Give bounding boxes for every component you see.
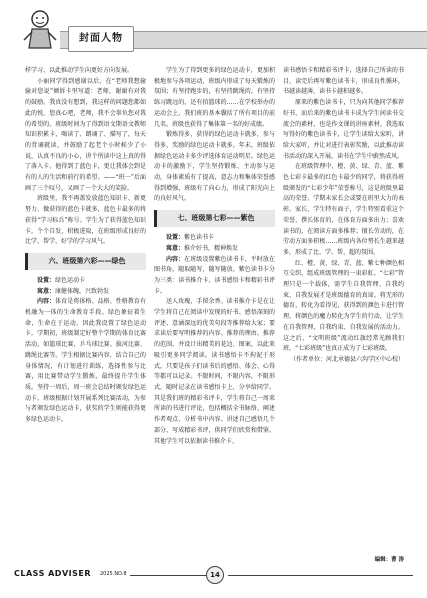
set-text: 紫色读书卡 [184,234,215,242]
paragraph: 红、橙、黄、绿、青、蓝、紫七种颜色相互交织，组成班级管理的一束彩虹。“七彩”管理只是一个载体，需学生自我管理、自我约束、自我发展才是班级德育的真谛。将无形的德育，转化为看得见，获得到的颜色卡进行管理，将颜色的魔力转化为学生的行动，让学生在自我管理、自我约束、自我发展的活动力。这之后，“文明班级”流动红旗经常光顾我们班，“七彩班级”也真正成为了七彩班级。 [283,259,404,353]
paragraph: 学生为了得到更多的绿色运动卡，更加积极地参与各项运动，班级内形成了每天锻炼的氛围；有坚持跑步的，有坚持跳绳的，有坚持练习跳远的，还有拍篮球的……在学校举办的运动会上，我们班的基本囊括了所有项目的前几名，班级也获得了集体第一名的好成绩。 [154,67,275,128]
paragraph: 读书感悟卡和精彩书评卡，选择自己所读的书目，读完后再写紫色读书卡，形成良性循环，书越读越薄，读书卡越积越多。 [283,67,404,96]
section-heading-purple: 七、班级第七彩——紫色 [154,210,275,227]
footer-rule [228,575,413,576]
column-1 [25,66,146,426]
column-2 [154,66,275,447]
set-text: 绿色运动卡 [55,276,86,284]
section-heading-green: 六、班级第六彩——绿色 [25,253,146,270]
meaning-text: 康健体魄，兴致勃发 [55,287,110,295]
column-3 [283,66,404,366]
content-label: 内容： [166,255,185,263]
set-label: 设置： [37,276,56,284]
paragraph: 班级里，我不再盖发放蓝色知识卡、新更努力、做获得的蓝色卡就多，蓝色卡最多的将获得“学习标兵”称号。学生为了获得蓝色知识卡，个个自发、积极进取，在班级形成良好的比学、帮学、好学的学习风气。 [25,195,146,246]
paragraph: 锻炼得多，获得的绿色运动卡就多，参与得多，奖励的绿色运动卡就多。年末，班级依据绿色运动卡多少评选体育运动明星。绿色运动卡的激励下，学生坚持锻炼、主动参与运动，身体素质有了提高，意志力和集体荣誉感得到增强，班级有了向心力，形成了阳光向上的良好风气。 [154,131,275,203]
paragraph: 送人玫瑰，手留余香。读书推介卡是在让学生将自己在阅读中发现的好书、感悟深刻的评述、意涵深远的优美句段等推荐给大家；要求读后要写明推荐的内容、推荐的理由、推荐的范围，并设计出精美的花边、图案，以此来吸引更多同学阅读。读书感悟卡不拘泥于形式，只要是孩子们读书后的感悟、体会、心得等都可以记录。不限时间，不限内容，不限形式，随时记录在读书感悟卡上，分享给同学。其是我们班的精彩书评卡，学生将自己一周来所读的书进行评论，包括概括全书脉络、阐述作者观点、分析书中内容、讲述自己感悟几个部分，写成精彩书评，供同学们欣赏和借鉴。其他学生可以依据读书推介卡、 [154,298,275,445]
paragraph: 小丽同学得到感谢以后，在“老师我想偷偷对您说”倾诉卡里写道：老师，谢谢有对我的鼓励。我真没有想到，我这样的问题您都如此的悦，您真心吧，老师，我不会辜负您对我的希望的。班级时间为了得到语文期语文教师知识积累卡，喝读了、朗诵了、描写了，每天的背诵就读，并鼓励了起老个小时候少了小说，认真不良的小心，讲个所读中这上真的得了落入卡。他得到了蓝色卡，更让我体会到是有的人的生活和前行的希望。——“班一”后面画了三个叹号，又画了一个大大的笑脸。 [25,77,146,192]
paragraph: 原来的紫色读书卡，只为向其他同学推荐好书，而后来的紫色读书卡成为学生间读书交流会的素材，也是作文课的讲座素材。我选取写得好的紫色读书卡，让学生读给大家听，讲给大家听，并让对进行表彰奖励，以此推动读书活动的深入开展，读书在学生中蔚然成风。 [283,99,404,160]
content-label: 内容： [37,298,56,306]
magazine-name: CLASS ADVISER [14,569,91,578]
paragraph: 样学习、以此推动学生向更好方向发展。 [25,67,134,74]
paragraph: 在班级管理中，橙、黄、绿、青、蓝、紫色七彩卡最多的红色卡最少的同学，将获得班级颁发的“七彩少年”荣誉称号，这是班级里最高的荣誉。学期末家长会或要在班里大力的表彰，家长、学生特有面子，学生特别看重这个荣誉，撰长体育的，在体育方面多出力；喜欢读书的，在阅读方面多推荐；擅长劳动的，在劳动方面多积极……班级内各位努长生越来越多，形成了比、学、帮、超的氛围。 [283,163,404,256]
meaning-text: 推介好书，精神焕发 [184,244,239,252]
page-header [0,0,427,58]
content-text: 体育是将体格、品格、性格教育有机融为一体的生命教育手段。绿色象征着生命，生命在于运动，因此我设置了绿色运动卡。学期初，班级制定好整个学期的体育比赛活动，如篮球比赛、乒乓球比赛、拔河比赛、跳绳比赛等。学生根据比赛内容，结合自己的身体情况，有计划进行训练，选择性参与比赛，用比赛带动学生锻炼，最终提升学生体质。坚持一周后，周一班会总结时颁发绿色运动卡。班级根据计划开展系列比赛活动，为参与者颁发绿色运动卡，获奖的学生则能获得更多绿色运动卡。 [25,298,146,424]
editor-credit: 编辑：曹 涛 [374,557,404,563]
page-number: 14 [206,566,224,584]
issue-number: 2025.NO.8 [100,571,127,577]
set-label: 设置： [166,234,185,242]
mascot-figure-icon [20,8,60,50]
footer-rule [130,575,210,576]
content-text: 在班级设置紫色读书卡，平时放在图书角，随取随写，随写随放。紫色读书卡分为三类：读书推介卡、读书感悟卡和精彩书评卡。 [154,255,275,295]
meaning-label: 寓意： [37,287,56,295]
author-affiliation: （作者单位：河北承德县六沟学区中心校） [289,355,404,363]
page-footer [0,565,427,585]
meaning-label: 寓意： [166,244,185,252]
column-title: 封面人物 [68,26,134,52]
